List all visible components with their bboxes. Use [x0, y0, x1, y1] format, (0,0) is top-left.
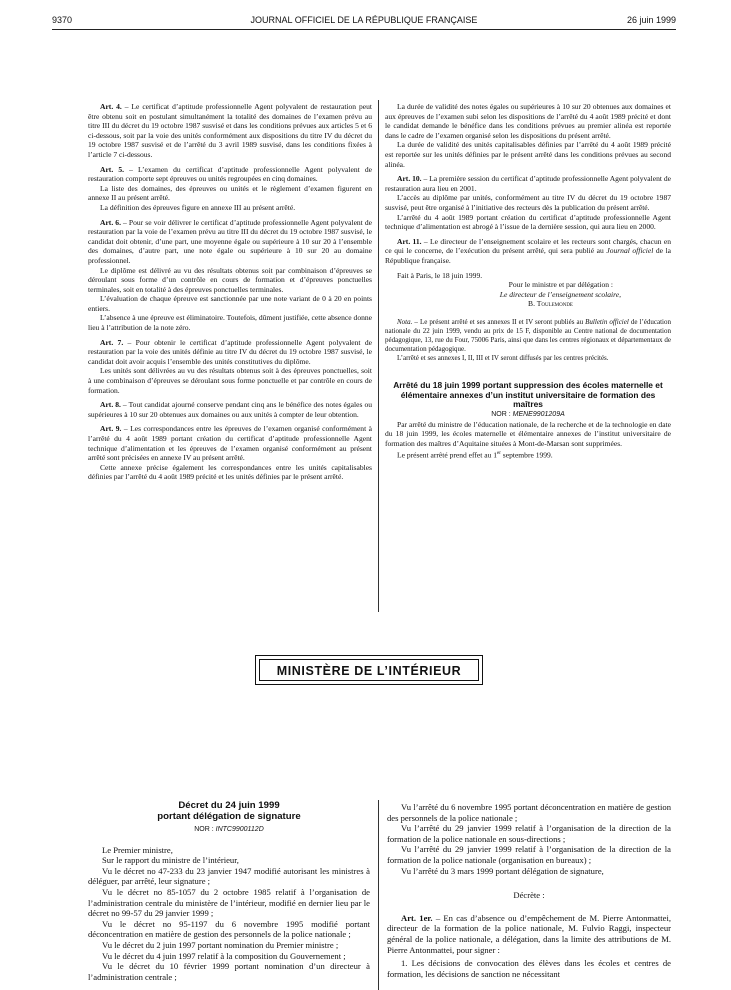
paragraph: Vu le décret no 95-1197 du 6 novembre 1995 modifié portant déconcentration en matière de gestion des personnels de la police nationale ; — [88, 918, 370, 940]
paragraph: Vu l’arrêté du 3 mars 1999 portant délégation de signature, — [401, 865, 604, 876]
paragraph: Vu le décret du 4 juin 1997 relatif à la composition du Gouvernement ; — [102, 950, 346, 961]
paragraph: Vu l’arrêté du 29 janvier 1999 relatif à l’organisation de la direction de la formation de la police nationale en sous-directions ; — [387, 823, 671, 844]
column-divider — [378, 800, 379, 990]
nor-reference: NOR : INTC9900112D — [194, 826, 264, 833]
signature-line: Pour le ministre et par délégation : — [508, 280, 613, 290]
article-1: Art. 1er. – En cas d’absence ou d’empêchement de M. Pierre Antonmattei, directeur de la formation de la police nationale, M. Fulvio Raggi, inspecteur général de la police nationale, a délégation, dans la limite des attributions de M. Pierre Antonmattei, pour signer : — [387, 912, 671, 955]
ministry-banner — [255, 655, 483, 685]
paragraph: 1. Les décisions de convocation des élèves dans les écoles et centres de formation, les décisions de sanction ne nécessitant — [387, 958, 671, 979]
arrete-title: Arrêté du 18 juin 1999 portant suppression des écoles maternelle et élémentaire annexes d’un institut universitaire de formation des maîtres — [393, 379, 663, 410]
article-6: Art. 6. – Pour se voir délivrer le certificat d’aptitude professionnelle Agent polyvalent de restauration par la voie de l’examen prévu au titre III du décret du 19 octobre 1987 susvisé, le candidat doit obtenir, d’une part, une moyenne égale ou supérieure à 10 sur 20 à l’ensemble des domaines, d’autre part, une note égale ou supérieure à 10 sur 20 au domaine professionnel. — [88, 217, 372, 265]
article-4: Art. 4. – Le certificat d’aptitude professionnelle Agent polyvalent de restauration peut être obtenu soit en postulant simultanément la totalité des domaines de l’examen prévu au titre III du décret du 19 octobre 1987 susvisé et dans les conditions prévues aux articles 5 et 6 ci-dessous, soit par la voie des unités conformément aux dispositions du titre IV du décret du 19 octobre 1987 susvisé et de l’arrêté du 3 avril 1989 susvisé, dans les conditions fixées à l’article 7 ci-dessous. — [88, 102, 372, 159]
nota: Nota. – Le présent arrêté et ses annexes II et IV seront publiés au Bulletin officiel de l’éducation nationale du 22 juin 1999, vendu au prix de 15 F, disponible au Centre national de documentation pédagogique, 13, rue du Four, 75006 Paris, ainsi que dans les centres régionaux et départementaux de documentation pédagogique. — [385, 317, 672, 353]
nor-reference: NOR : MENE9901209A — [491, 411, 565, 419]
paragraph: Vu le décret no 85-1057 du 2 octobre 1985 relatif à l’organisation de l’administration centrale du ministère de l’intérieur, modifié en dernier lieu par le décret no 99-57 du 29 janvier 1999 ; — [88, 886, 370, 919]
paragraph: L’absence à une épreuve est éliminatoire. Toutefois, dûment justifiée, cette absence donne lieu à l’attribution de la note zéro. — [88, 313, 372, 333]
article-8: Art. 8. – Tout candidat ajourné conserve pendant cinq ans le bénéfice des notes égales ou supérieures à 10 sur 20 obtenues aux domaines ou aux unités à compter de leur obtention. — [88, 400, 372, 419]
paragraph: Vu le décret no 47-233 du 23 janvier 1947 modifié autorisant les ministres à déléguer, par arrêté, leur signature ; — [88, 865, 370, 887]
paragraph: Vu le décret du 10 février 1999 portant nomination d’un directeur à l’administration centrale ; — [88, 961, 370, 982]
paragraph: Le présent arrêté prend effet au 1er septembre 1999. — [397, 450, 553, 460]
paragraph: Le diplôme est délivré au vu des résultats obtenus soit par combinaison d’épreuves se déroulant sous forme d’un contrôle en cours de formation et d’épreuves ponctuelles terminales, soit en totalité à des épreuves ponctuelles terminales. — [88, 265, 372, 294]
decree-subtitle: portant délégation de signature — [157, 811, 301, 822]
journal-title: JOURNAL OFFICIEL DE LA RÉPUBLIQUE FRANÇAISE — [250, 15, 478, 25]
paragraph: La définition des épreuves figure en annexe III au présent arrêté. — [100, 202, 296, 212]
ministry-title: MINISTÈRE DE L’INTÉRIEUR — [259, 659, 479, 681]
article-5: Art. 5. – L’examen du certificat d’aptitude professionnelle Agent polyvalent de restauration comporte sept épreuves ou unités regroupées en cinq domaines. — [88, 164, 372, 184]
signature-title: Le directeur de l’enseignement scolaire, — [499, 289, 621, 299]
column-left-bottom — [88, 800, 370, 982]
article-10: Art. 10. – La première session du certificat d’aptitude professionnelle Agent polyvalent de restauration aura lieu en 2001. — [385, 174, 671, 193]
signatory-name: B. Toulemonde — [528, 299, 573, 309]
paragraph: L’accès au diplôme par unités, conformément au titre IV du décret du 19 octobre 1987 susvisé, peut être organisé à l’initiative des recteurs dès la publication du présent arrêté. — [385, 193, 671, 212]
paragraph: Les unités sont délivrées au vu des résultats obtenus soit à des épreuves ponctuelles, soit à une combinaison d’épreuves se déroulant sous forme ponctuelle et par contrôle en cours de formation. — [88, 366, 372, 395]
article-11: Art. 11. – Le directeur de l’enseignement scolaire et les recteurs sont chargés, chacun en ce qui le concerne, de l’exécution du présent arrêté, qui sera publié au Journal officiel de la République française. — [385, 236, 672, 265]
column-left-top — [88, 102, 372, 482]
paragraph: La durée de validité des unités capitalisables définies par l’arrêté du 4 août 1989 précité est reportée sur les unités définies par le présent arrêté dans les conditions prévues au second alinéa. — [385, 140, 671, 169]
decrete: Décrète : — [513, 890, 545, 901]
article-7: Art. 7. – Pour obtenir le certificat d’aptitude professionnelle Agent polyvalent de restauration par la voie des unités définie au titre IV du décret du 19 octobre 1987 susvisé, le candidat doit avoir acquis l’ensemble des unités constitutives du diplôme. — [88, 337, 372, 366]
paragraph: Le Premier ministre, — [102, 844, 173, 855]
paragraph: La durée de validité des notes égales ou supérieures à 10 sur 20 obtenues aux domaines et aux épreuves de l’examen subi selon les dispositions de l’arrêté du 4 août 1989 précité et dont le candidat demande le bénéfice dans les conditions prévues au premier alinéa est reportée dans le cadre de l’examen organisé selon les dispositions du présent arrêté. — [385, 102, 671, 140]
paragraph: Par arrêté du ministre de l’éducation nationale, de la recherche et de la technologie en date du 18 juin 1999, les écoles maternelle et élémentaire annexes de l’institut universitaire de formation des maîtres d’Aquitaine situées à Mont-de-Marsan sont supprimées. — [385, 419, 671, 449]
nota-2: L’arrêté et ses annexes I, II, III et IV seront diffusés par les centres précités. — [397, 353, 609, 362]
paragraph: Vu l’arrêté du 29 janvier 1999 relatif à l’organisation de la direction de la formation de la police nationale (organisation en bureaux) ; — [387, 844, 671, 865]
page-number: 9370 — [52, 15, 73, 25]
paragraph: La liste des domaines, des épreuves ou unités et le règlement d’examen figurent en annexe II au présent arrêté. — [88, 183, 372, 203]
issue-date: 26 juin 1999 — [626, 15, 676, 25]
paragraph: L’arrêté du 4 août 1989 portant création du certificat d’aptitude professionnelle Agent technique d’alimentation est abrogé à l’issue de la dernière session, qui aura lieu en 2000. — [385, 212, 671, 232]
column-right-bottom — [387, 802, 671, 979]
paragraph: Cette annexe précise également les correspondances entre les unités capitalisables définies par l’arrêté du 4 août 1989 précité et les unités définies par le présent arrêté. — [88, 462, 372, 482]
header-rule — [52, 29, 676, 30]
decree-title: Décret du 24 juin 1999 — [178, 800, 280, 811]
page-header — [52, 12, 676, 28]
article-9: Art. 9. – Les correspondances entre les épreuves de l’examen organisé conformément à l’arrêté du 4 août 1989 portant création du certificat d’aptitude professionnelle Agent technique d’alimentation et les épreuves de l’examen organisé conformément au présent arrêté sont précisées en annexe IV au présent arrêté. — [88, 424, 373, 463]
place-date: Fait à Paris, le 18 juin 1999. — [397, 270, 483, 280]
column-divider — [378, 100, 379, 612]
paragraph: Sur le rapport du ministre de l’intérieur, — [102, 855, 239, 866]
paragraph: Vu l’arrêté du 6 novembre 1995 portant déconcentration en matière de gestion des personnels de la police nationale ; — [387, 802, 671, 823]
paragraph: Vu le décret du 2 juin 1997 portant nomination du Premier ministre ; — [102, 939, 339, 950]
column-right-top — [385, 102, 671, 460]
paragraph: L’évaluation de chaque épreuve est sanctionnée par une note variant de 0 à 20 en points entiers. — [88, 294, 372, 313]
